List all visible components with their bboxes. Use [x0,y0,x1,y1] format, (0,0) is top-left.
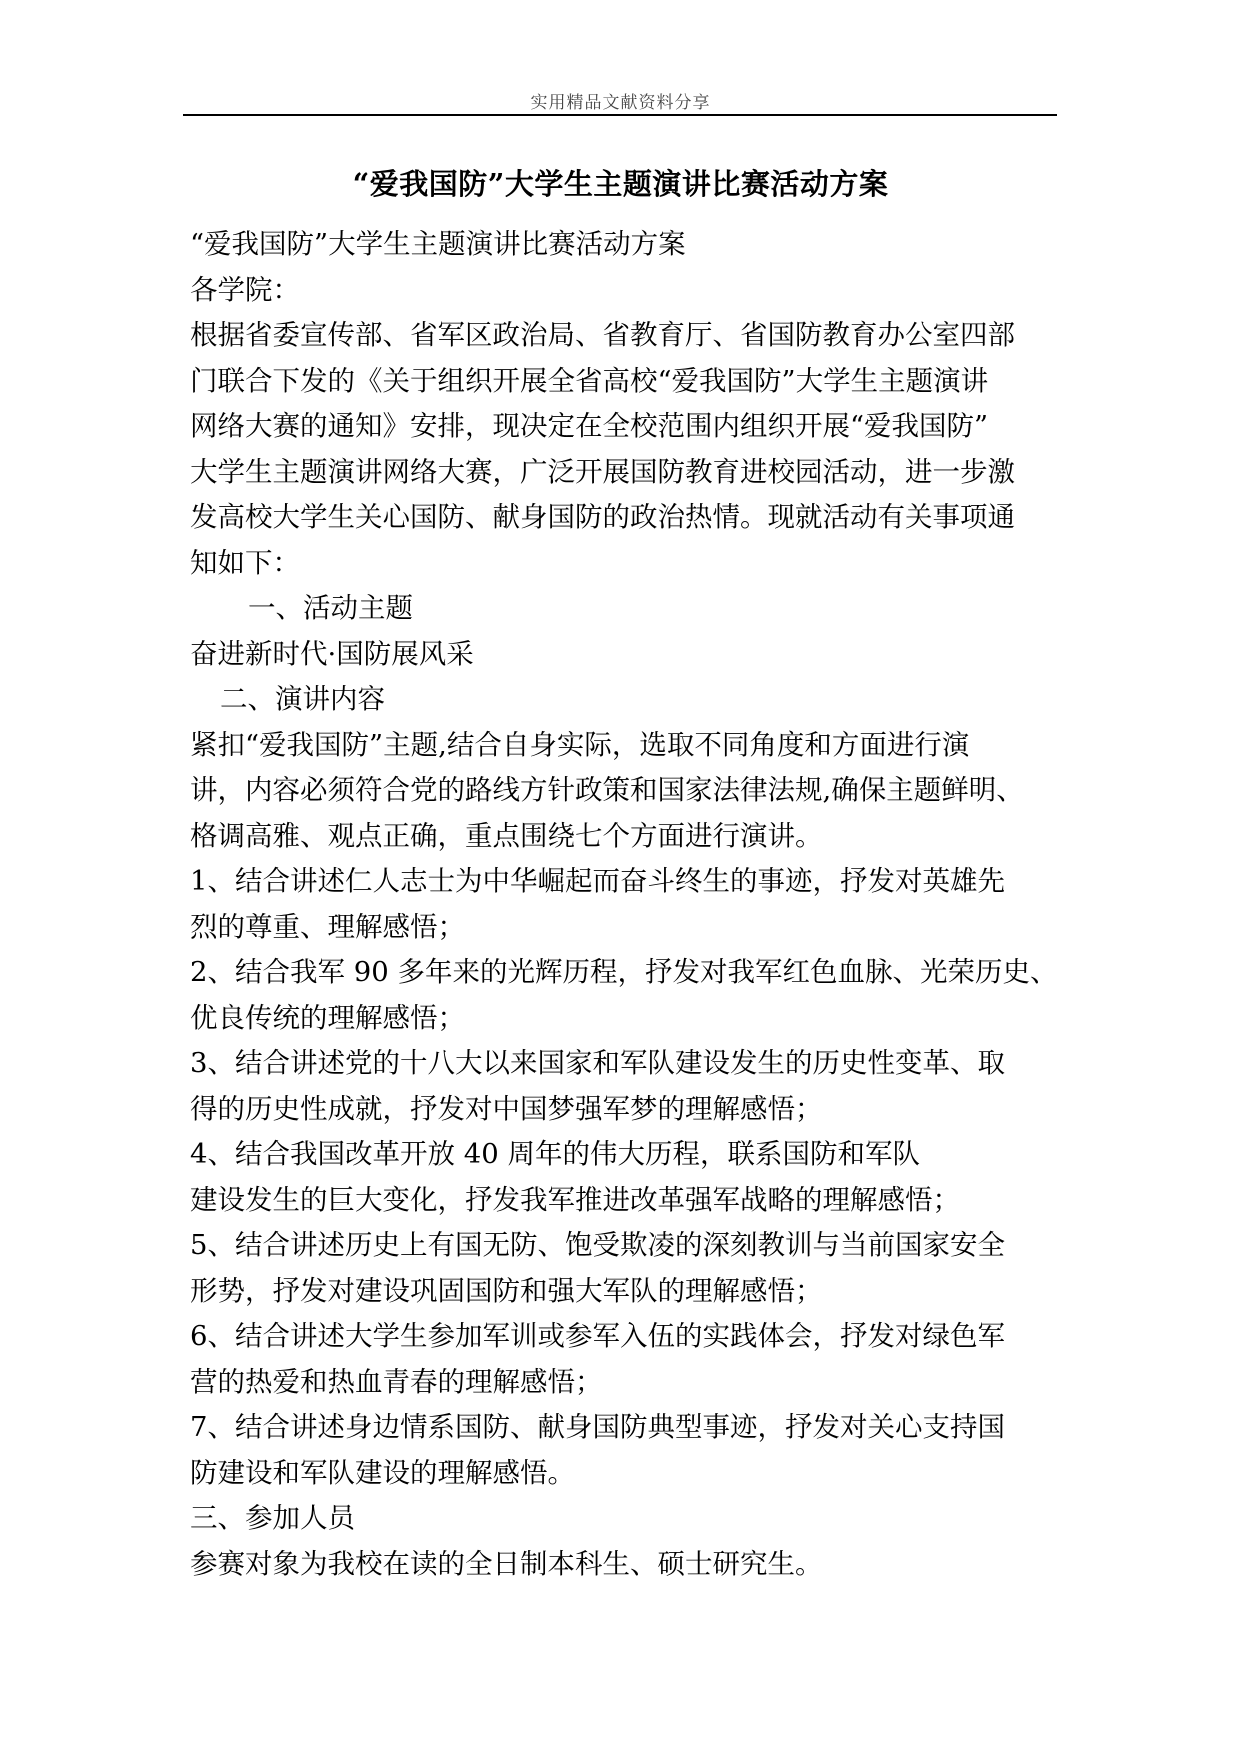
page-header: 实用精品文献资料分享 [530,93,711,113]
body-line: 网络大赛的通知》安排，现决定在全校范围内组织开展“爱我国防” [190,410,989,442]
document-title: “爱我国防”大学生主题演讲比赛活动方案 [352,167,889,201]
section-heading: 一、活动主题 [248,592,413,624]
body-line: 发高校大学生关心国防、献身国防的政治热情。现就活动有关事项通 [190,501,1015,533]
body-line: 得的历史性成就，抒发对中国梦强军梦的理解感悟； [190,1092,823,1125]
body-line: 各学院： [190,273,300,306]
body-line: 知如下： [190,546,300,579]
body-line: 优良传统的理解感悟； [190,1001,465,1034]
section-heading: 三、参加人员 [190,1502,355,1534]
body-line: 形势，抒发对建设巩固国防和强大军队的理解感悟； [190,1274,823,1307]
header-divider [183,114,1057,116]
list-item: 2、结合我军 90 多年来的光辉历程，抒发对我军红色血脉、光荣历史、 [190,956,1058,988]
section-heading: 二、演讲内容 [220,683,385,715]
body-line: “爱我国防”大学生主题演讲比赛活动方案 [190,228,686,260]
body-line: 格调高雅、观点正确，重点围绕七个方面进行演讲。 [190,819,823,852]
list-item: 4、结合我国改革开放 40 周年的伟大历程，联系国防和军队 [190,1138,920,1170]
body-line: 大学生主题演讲网络大赛，广泛开展国防教育进校园活动，进一步激 [190,455,1015,488]
body-line: 门联合下发的《关于组织开展全省高校“爱我国防”大学生主题演讲 [190,364,989,397]
list-item: 7、结合讲述身边情系国防、献身国防典型事迹，抒发对关心支持国 [190,1411,1005,1443]
body-line: 防建设和军队建设的理解感悟。 [190,1456,575,1489]
body-line: 参赛对象为我校在读的全日制本科生、硕士研究生。 [190,1547,823,1580]
body-line: 讲，内容必须符合党的路线方针政策和国家法律法规,确保主题鲜明、 [190,774,1024,806]
list-item: 3、结合讲述党的十八大以来国家和军队建设发生的历史性变革、取 [190,1047,1005,1079]
list-item: 6、结合讲述大学生参加军训或参军入伍的实践体会，抒发对绿色军 [190,1320,1005,1352]
list-item: 1、结合讲述仁人志士为中华崛起而奋斗终生的事迹，抒发对英雄先 [190,865,1005,897]
body-line: 烈的尊重、理解感悟； [190,910,465,943]
list-item: 5、结合讲述历史上有国无防、饱受欺凌的深刻教训与当前国家安全 [190,1229,1005,1261]
body-line: 营的热爱和热血青春的理解感悟； [190,1365,603,1398]
body-line: 紧扣“爱我国防”主题,结合自身实际，选取不同角度和方面进行演 [190,728,970,761]
document-body [190,222,1060,1587]
body-line: 建设发生的巨大变化，抒发我军推进改革强军战略的理解感悟； [190,1183,960,1216]
body-line: 根据省委宣传部、省军区政治局、省教育厅、省国防教育办公室四部 [190,319,1015,351]
body-line: 奋进新时代·国防展风采 [190,637,474,670]
